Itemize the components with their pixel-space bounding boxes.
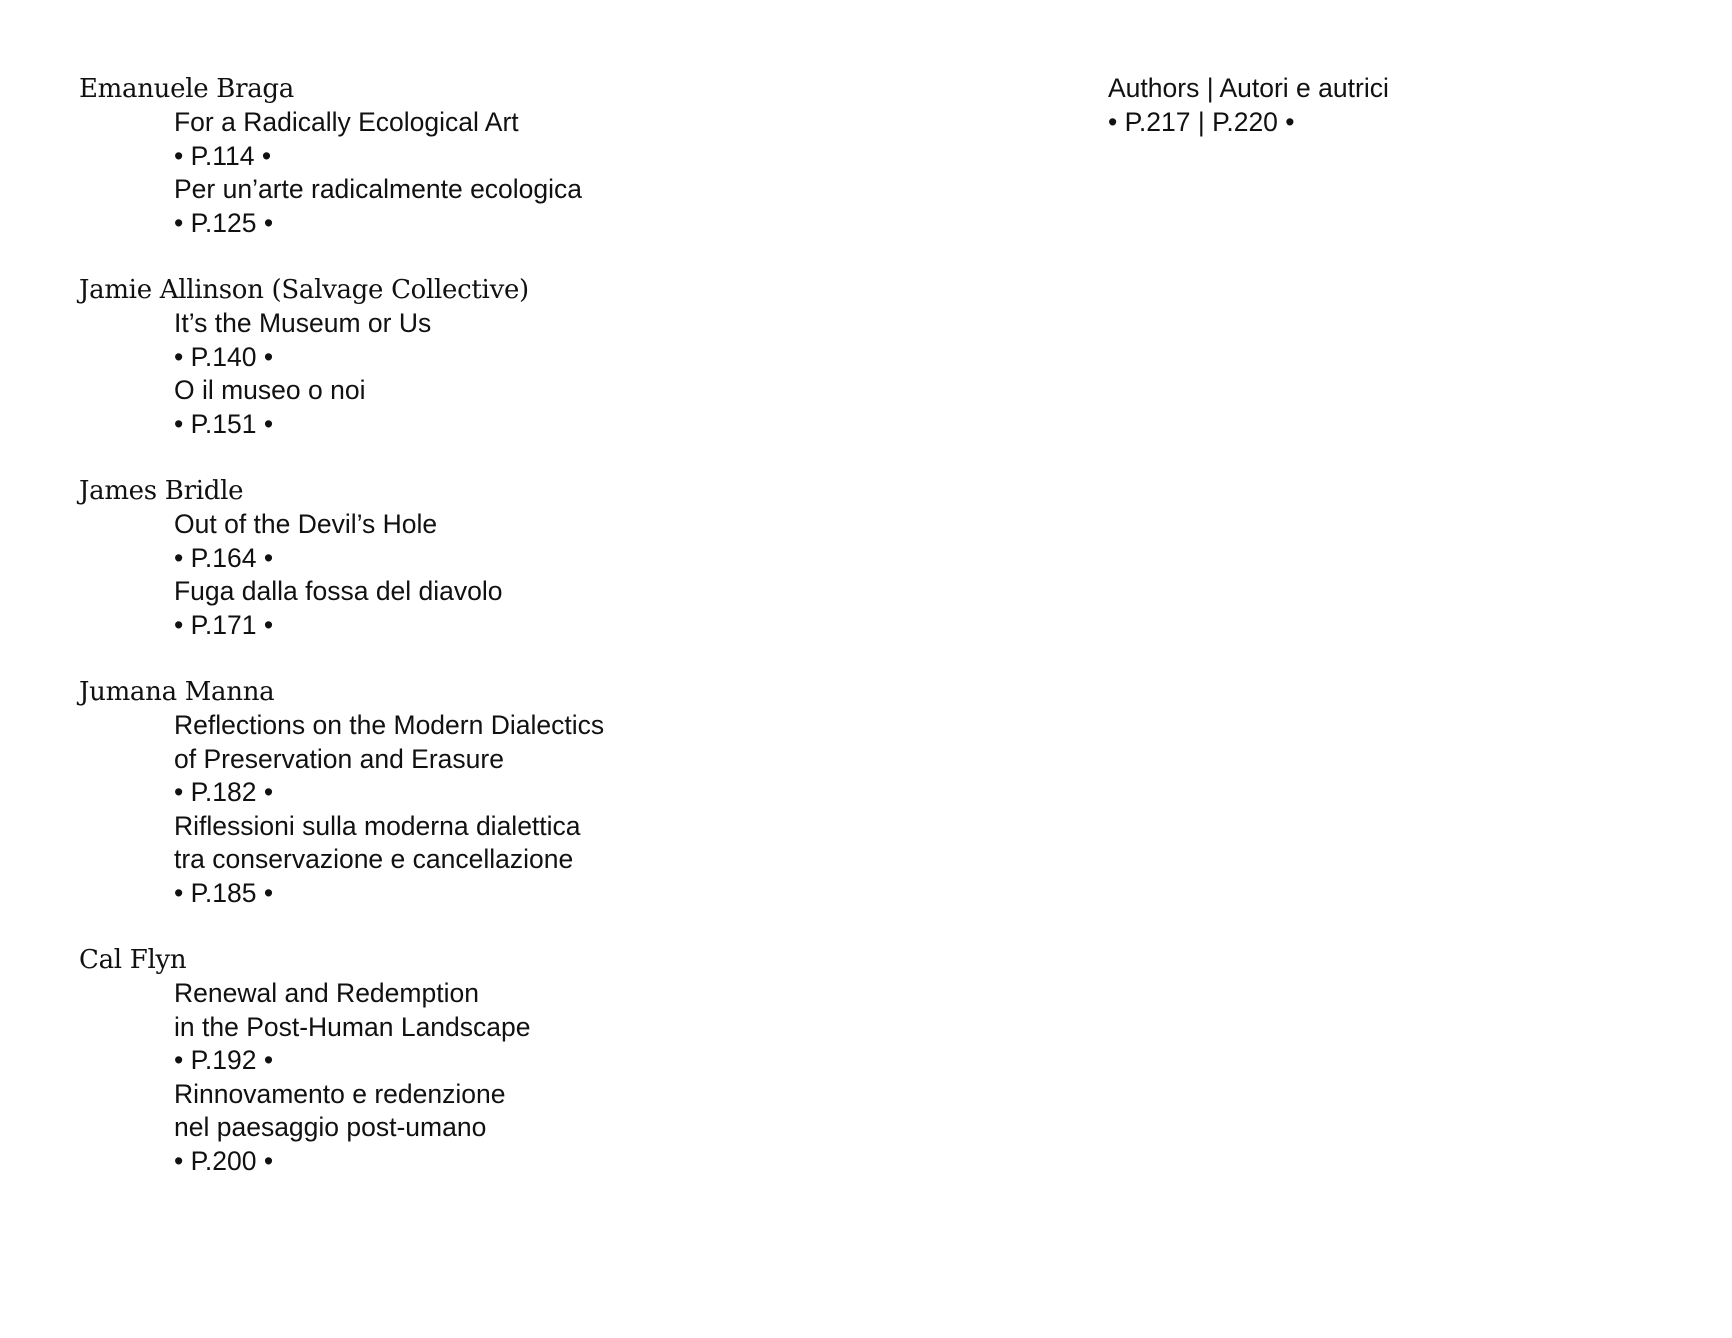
- italian-title[interactable]: nel paesaggio post-umano: [174, 1112, 487, 1142]
- entry-titles: [174, 709, 979, 910]
- table-of-contents: [79, 72, 979, 1211]
- page-reference: • P.164 •: [174, 542, 274, 573]
- english-title[interactable]: Out of the Devil’s Hole: [174, 509, 438, 539]
- page-reference: • P.171 •: [174, 609, 274, 640]
- italian-title[interactable]: tra conservazione e cancellazione: [174, 844, 574, 874]
- italian-title[interactable]: Rinnovamento e redenzione: [174, 1078, 506, 1109]
- authors-section-title[interactable]: Authors | Autori e autrici: [1108, 73, 1389, 103]
- english-title[interactable]: Renewal and Redemption: [174, 978, 479, 1008]
- author-name: Jamie Allinson (Salvage Collective): [79, 275, 529, 305]
- toc-entry: [79, 675, 979, 910]
- authors-section: [1108, 72, 1668, 139]
- author-name: Jumana Manna: [79, 677, 275, 707]
- toc-entry: [79, 273, 979, 441]
- italian-title[interactable]: Fuga dalla fossa del diavolo: [174, 576, 503, 606]
- page-reference: • P.200 •: [174, 1145, 274, 1176]
- page-reference: • P.192 •: [174, 1045, 274, 1075]
- page-reference: • P.185 •: [174, 877, 274, 908]
- english-title[interactable]: Reflections on the Modern Dialectics: [174, 710, 605, 740]
- toc-entry: [79, 72, 979, 240]
- page-reference: • P.125 •: [174, 207, 274, 238]
- author-name: Cal Flyn: [79, 945, 187, 975]
- page-reference: • P.151 •: [174, 408, 274, 439]
- entry-titles: [174, 307, 979, 441]
- entry-titles: [174, 977, 979, 1178]
- entry-titles: [174, 508, 979, 642]
- page-reference: • P.140 •: [174, 341, 274, 372]
- english-title[interactable]: in the Post-Human Landscape: [174, 1011, 531, 1042]
- page-reference: • P.182 •: [174, 777, 274, 807]
- english-title[interactable]: It’s the Museum or Us: [174, 308, 432, 338]
- italian-title[interactable]: Riflessioni sulla moderna dialettica: [174, 810, 581, 841]
- author-name: James Bridle: [79, 476, 244, 506]
- italian-title[interactable]: O il museo o noi: [174, 375, 366, 405]
- english-title[interactable]: of Preservation and Erasure: [174, 743, 504, 774]
- author-name: Emanuele Braga: [79, 74, 294, 104]
- entry-titles: [174, 106, 979, 240]
- english-title[interactable]: For a Radically Ecological Art: [174, 107, 519, 137]
- page-reference: • P.217 | P.220 •: [1108, 106, 1295, 137]
- italian-title[interactable]: Per un’arte radicalmente ecologica: [174, 174, 583, 204]
- page-reference: • P.114 •: [174, 140, 272, 171]
- toc-entry: [79, 943, 979, 1178]
- toc-entry: [79, 474, 979, 642]
